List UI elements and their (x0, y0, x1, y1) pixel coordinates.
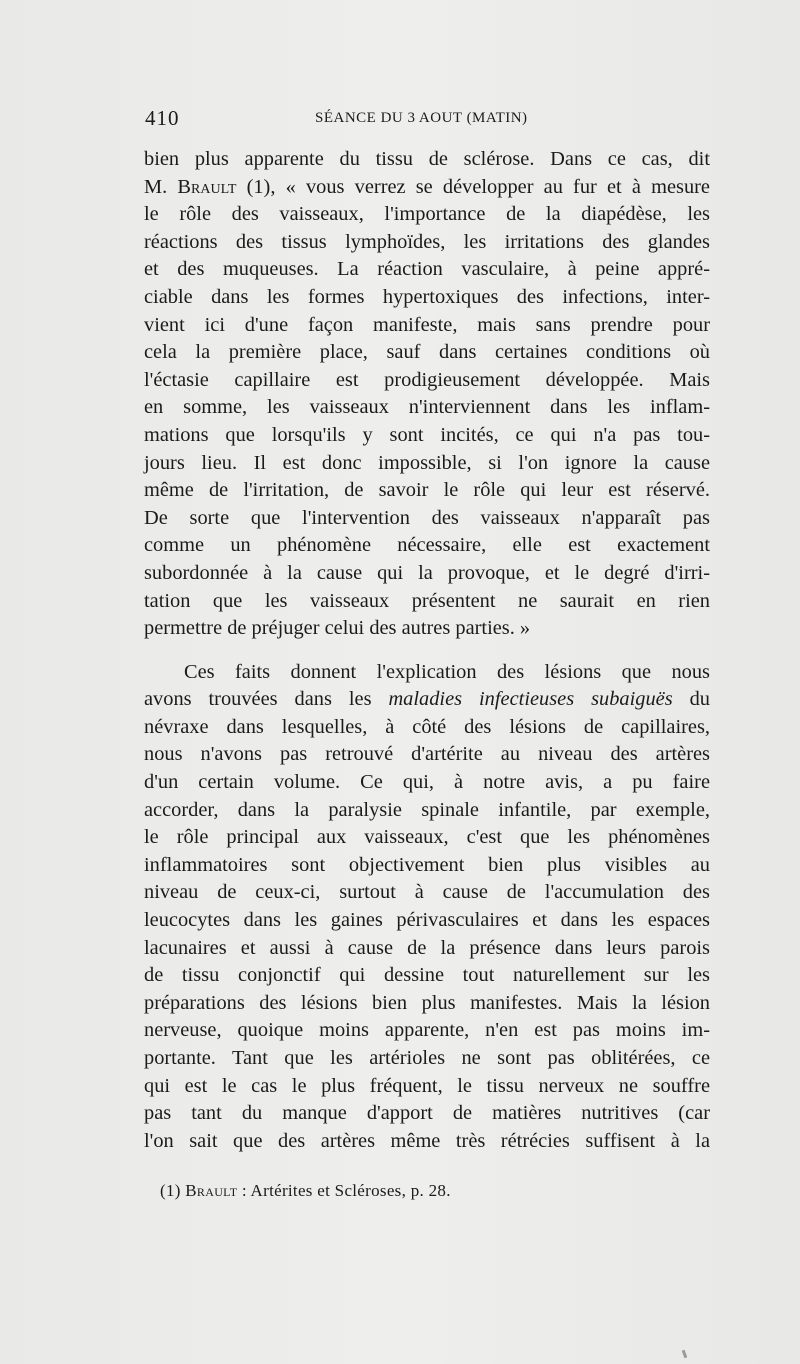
footnote-text: : Artérites et Scléroses, p. 28. (241, 1181, 451, 1200)
footnote-author: Brault (185, 1181, 238, 1200)
text-fragment: M. (144, 175, 168, 198)
text-line: même de l'irritation, de savoir le rôle qui leur est réservé. (144, 479, 710, 502)
text-line: nous n'avons pas retrouvé d'artérite au niveau des artères (144, 743, 710, 766)
text-line: névraxe dans lesquelles, à côté des lésions de capillaires, (144, 715, 710, 738)
text-fragment: du (689, 688, 710, 711)
text-line (144, 686, 710, 714)
paragraph-gap (144, 643, 710, 659)
paper-speck (682, 1350, 688, 1359)
text-line: jours lieu. Il est donc impossible, si l'on ignore la cause (144, 451, 710, 474)
text-line: de tissu conjonctif qui dessine tout naturellement sur les (144, 964, 710, 987)
text-line: subordonnée à la cause qui la provoque, et le degré d'irri- (144, 561, 710, 584)
author-name: Brault (177, 175, 237, 198)
text-line: vient ici d'une façon manifeste, mais sans prendre pour (144, 313, 710, 336)
text-line: le rôle principal aux vaisseaux, c'est que les phénomènes (144, 826, 710, 849)
text-line: d'un certain volume. Ce qui, à notre avis, a pu faire (144, 771, 710, 794)
text-line: niveau de ceux-ci, surtout à cause de l'accumulation des (144, 881, 710, 904)
text-line: ciable dans les formes hypertoxiques des infections, inter- (144, 285, 710, 308)
text-line: permettre de préjuger celui des autres parties. » (144, 617, 531, 640)
text-fragment: (1), « vous verrez se développer au fur et à mesure (246, 175, 710, 198)
text-line: Ces faits donnent l'explication des lésions que nous (184, 660, 710, 683)
text-line (144, 174, 710, 202)
text-line: nerveuse, quoique moins apparente, n'en est pas moins im- (144, 1019, 710, 1042)
text-line: portante. Tant que les artérioles ne sont pas oblitérées, ce (144, 1047, 710, 1069)
text-line: et des muqueuses. La réaction vasculaire, à peine appré- (144, 258, 710, 281)
text-line: lacunaires et aussi à cause de la présence dans leurs parois (144, 936, 710, 959)
body-text (144, 146, 710, 1155)
text-line: qui est le cas le plus fréquent, le tissu nerveux ne souffre (144, 1074, 710, 1097)
text-line: le rôle des vaisseaux, l'importance de la diapédèse, les (144, 203, 710, 226)
text-line: bien plus apparente du tissu de sclérose. Dans ce cas, dit (144, 148, 710, 170)
text-line: inflammatoires sont objectivement bien plus visibles au (144, 853, 710, 876)
italic-phrase: maladies infectieuses subaiguës (388, 688, 673, 711)
footnote (160, 1181, 451, 1201)
text-line: l'on sait que des artères même très rétrécies suffisent à la (144, 1129, 710, 1152)
text-line: réactions des tissus lymphoïdes, les irritations des glandes (144, 230, 710, 253)
text-line: cela la première place, sauf dans certaines conditions où (144, 341, 710, 364)
text-line: mations que lorsqu'ils y sont incités, ce qui n'a pas tou- (144, 423, 710, 446)
text-line: pas tant du manque d'apport de matières nutritives (car (144, 1102, 710, 1125)
text-fragment: avons trouvées dans les (144, 688, 372, 711)
text-line: comme un phénomène nécessaire, elle est exactement (144, 534, 710, 557)
text-line: en somme, les vaisseaux n'interviennent dans les inflam- (144, 396, 710, 419)
text-line: tation que les vaisseaux présentent ne saurait en rien (144, 589, 710, 612)
running-head: SÉANCE DU 3 AOUT (MATIN) (315, 110, 528, 126)
footnote-marker: (1) (160, 1181, 181, 1200)
text-line: De sorte que l'intervention des vaisseaux n'apparaît pas (144, 506, 710, 529)
text-line: l'éctasie capillaire est prodigieusement développée. Mais (144, 368, 710, 391)
page-number: 410 (145, 106, 180, 130)
page-header (145, 106, 715, 136)
text-line: accorder, dans la paralysie spinale infantile, par exemple, (144, 798, 710, 821)
text-line: leucocytes dans les gaines périvasculaires et dans les espaces (144, 909, 710, 932)
text-line: préparations des lésions bien plus manifestes. Mais la lésion (144, 991, 710, 1014)
